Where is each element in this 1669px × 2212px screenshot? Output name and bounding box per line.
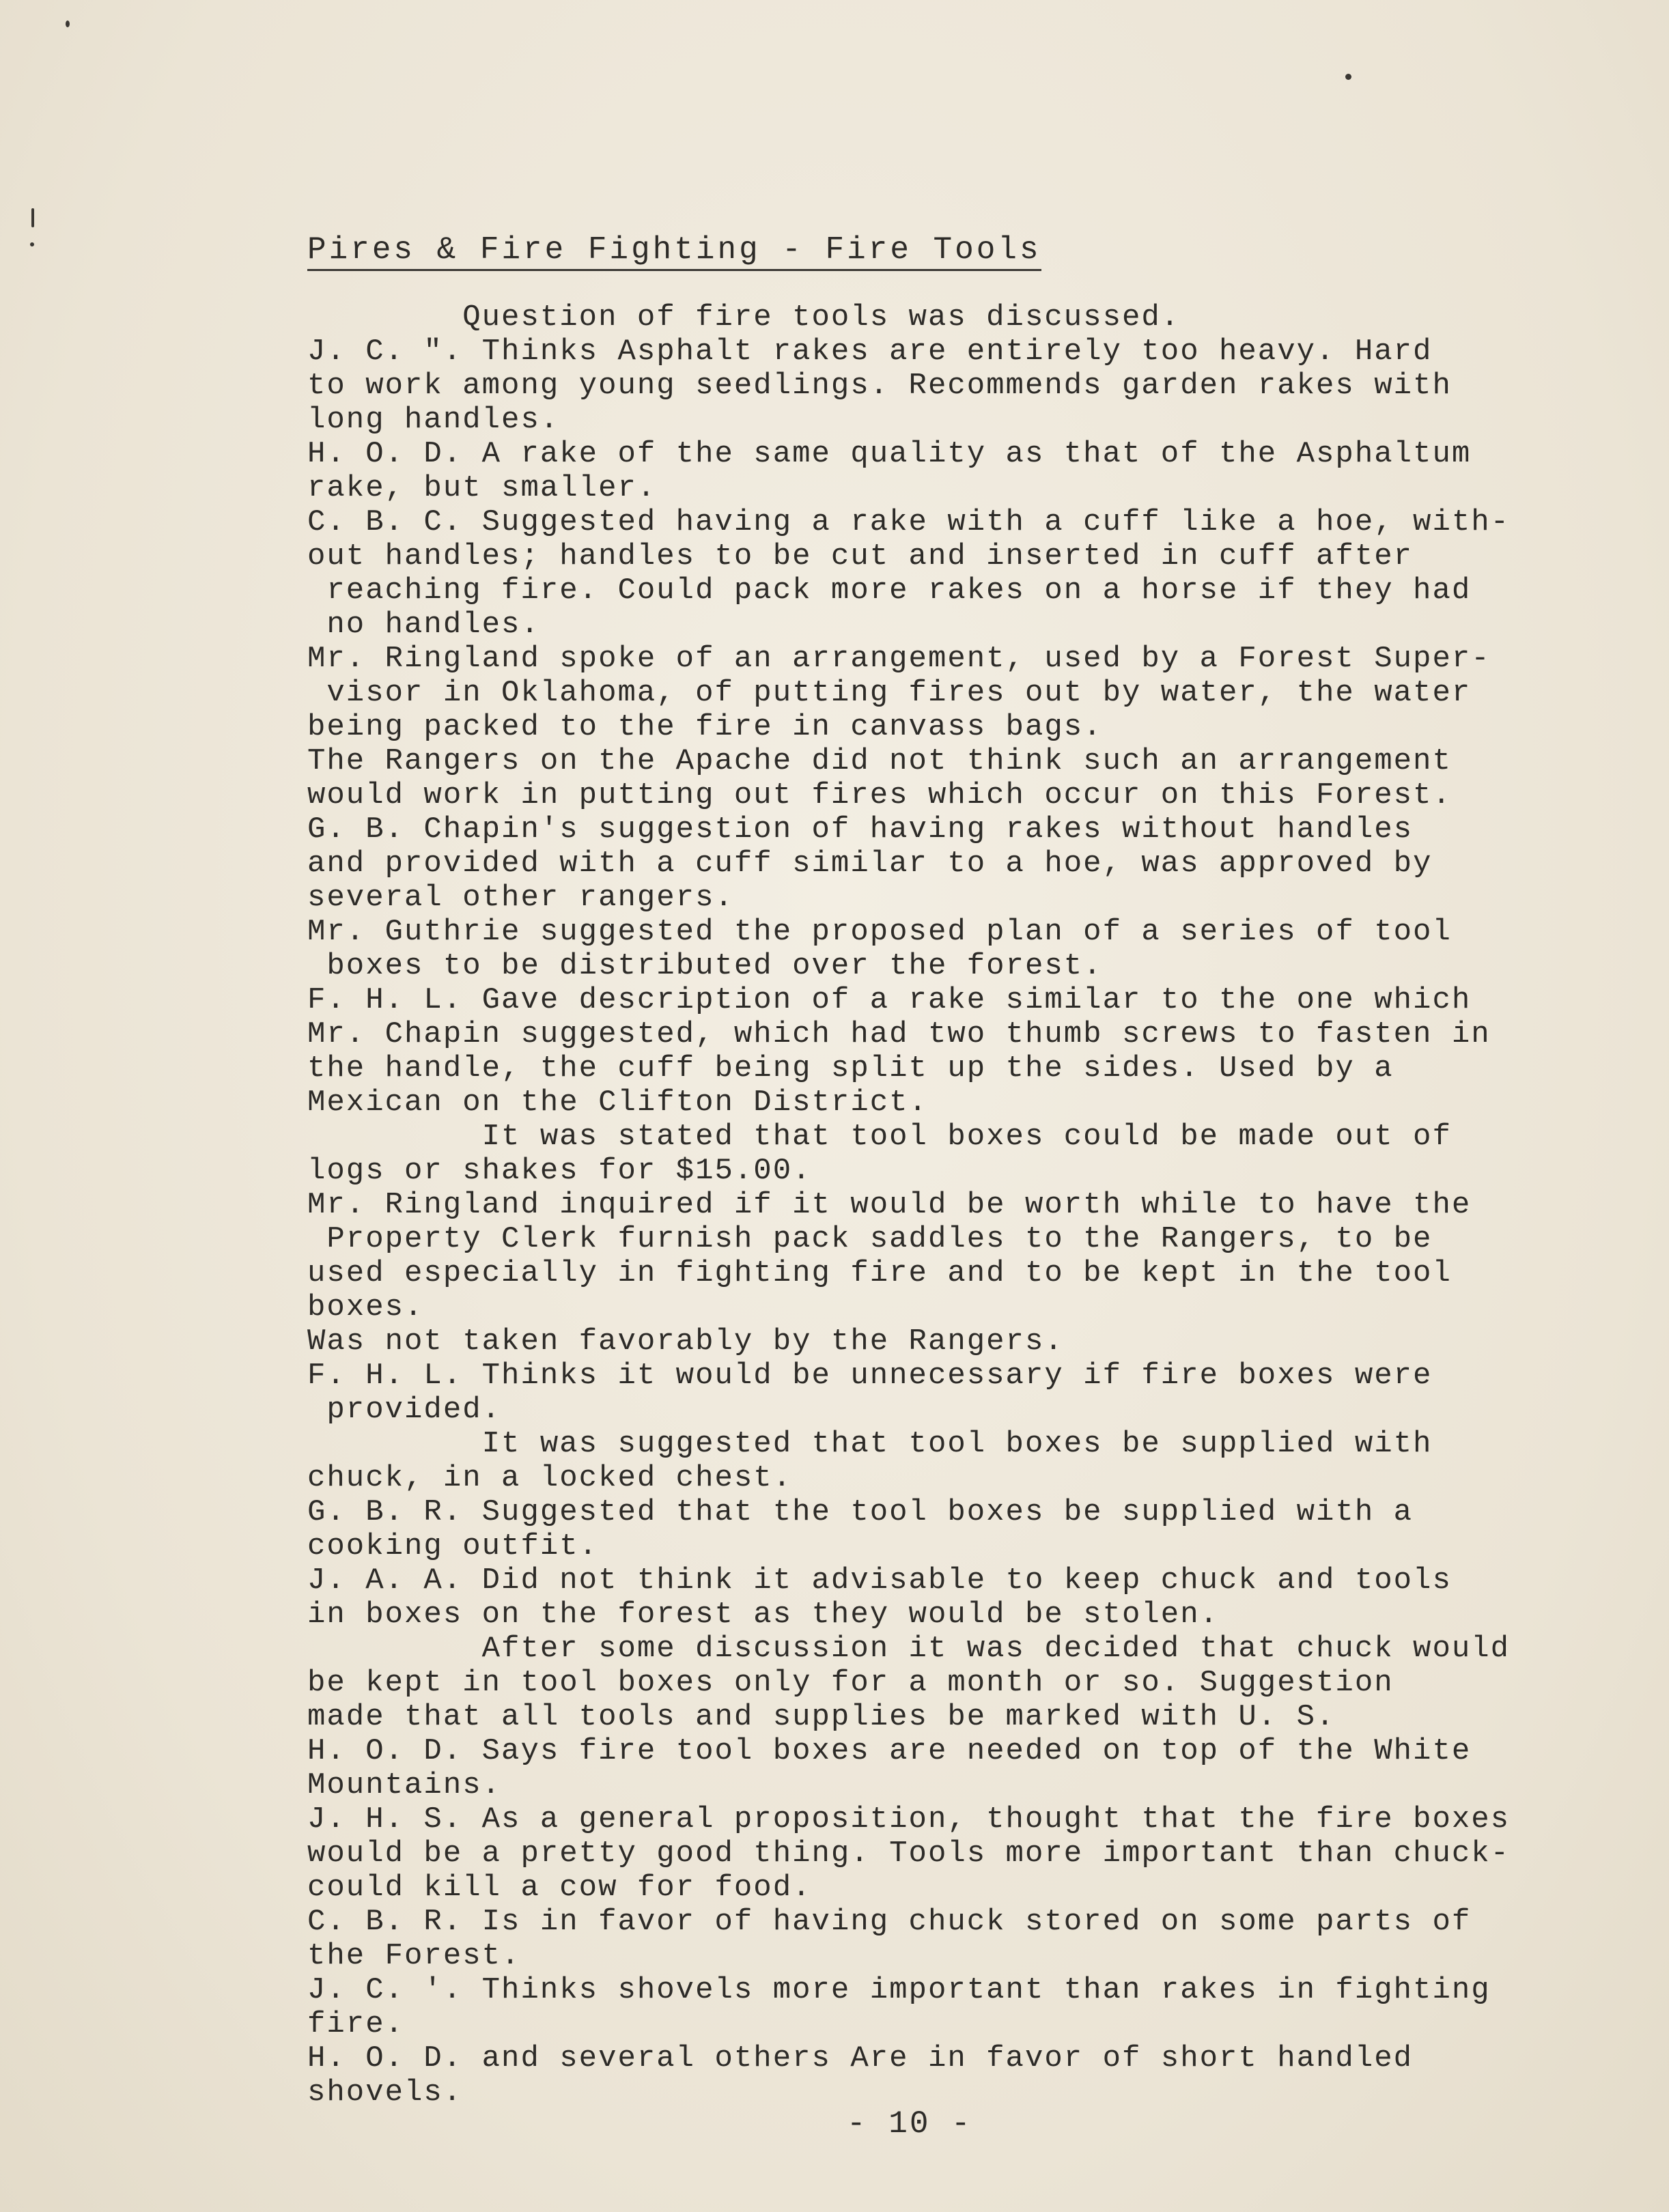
text-line: G. B. R. Suggested that the tool boxes be supplied with a	[307, 1495, 1414, 1529]
text-line: to work among young seedlings. Recommends garden rakes with	[307, 369, 1452, 403]
text-line: the handle, the cuff being split up the sides. Used by a	[307, 1051, 1394, 1086]
text-line: C. B. R. Is in favor of having chuck stored on some parts of	[307, 1905, 1472, 1939]
text-line: boxes to be distributed over the forest.	[307, 949, 1103, 983]
text-line: the Forest.	[307, 1939, 521, 1973]
text-line: Mr. Guthrie suggested the proposed plan of a series of tool	[307, 915, 1452, 949]
text-line: fire.	[307, 2007, 405, 2041]
text-line: Mr. Chapin suggested, which had two thumb screws to fasten in	[307, 1017, 1491, 1051]
text-line: used especially in fighting fire and to be kept in the tool	[307, 1256, 1452, 1290]
text-line: Property Clerk furnish pack saddles to the Rangers, to be	[307, 1222, 1433, 1256]
text-line: provided.	[307, 1393, 502, 1427]
text-line: made that all tools and supplies be marked with U. S.	[307, 1700, 1336, 1734]
section-title: Pires & Fire Fighting - Fire Tools	[307, 232, 1041, 271]
text-line: The Rangers on the Apache did not think such an arrangement	[307, 744, 1452, 778]
text-line: visor in Oklahoma, of putting fires out by water, the water	[307, 676, 1472, 710]
text-line: F. H. L. Thinks it would be unnecessary if fire boxes were	[307, 1359, 1433, 1393]
text-line: J. C. '. Thinks shovels more important than rakes in fighting	[307, 1973, 1491, 2007]
text-line: being packed to the fire in canvass bags.	[307, 710, 1103, 744]
text-line: out handles; handles to be cut and inserted in cuff after	[307, 539, 1414, 573]
margin-dot	[1345, 74, 1351, 80]
text-line: Mr. Ringland inquired if it would be worth while to have the	[307, 1188, 1472, 1222]
text-line: H. O. D. A rake of the same quality as that of the Asphaltum	[307, 437, 1472, 471]
text-line: F. H. L. Gave description of a rake similar to the one which	[307, 983, 1472, 1017]
text-line: H. O. D. and several others Are in favor of short handled	[307, 2041, 1414, 2075]
text-line: would work in putting out fires which occur on this Forest.	[307, 778, 1452, 812]
text-line: boxes.	[307, 1290, 424, 1324]
text-line: reaching fire. Could pack more rakes on a horse if they had	[307, 573, 1472, 608]
text-line: H. O. D. Says fire tool boxes are needed on top of the White	[307, 1734, 1472, 1768]
text-line: no handles.	[307, 608, 540, 642]
text-line: logs or shakes for $15.00.	[307, 1154, 812, 1188]
text-line: in boxes on the forest as they would be stolen.	[307, 1598, 1220, 1632]
text-line: Mr. Ringland spoke of an arrangement, used by a Forest Super-	[307, 642, 1491, 676]
text-line: would be a pretty good thing. Tools more important than chuck-	[307, 1837, 1511, 1871]
document-body	[307, 300, 1598, 2110]
text-line: and provided with a cuff similar to a hoe, was approved by	[307, 847, 1433, 881]
text-line: J. H. S. As a general proposition, thought that the fire boxes	[307, 1802, 1511, 1837]
text-line: chuck, in a locked chest.	[307, 1461, 793, 1495]
text-line: Mexican on the Clifton District.	[307, 1086, 928, 1120]
text-line: It was stated that tool boxes could be made out of	[307, 1120, 1452, 1154]
margin-dot	[66, 20, 70, 27]
text-line: Was not taken favorably by the Rangers.	[307, 1324, 1064, 1359]
margin-dot	[30, 242, 34, 246]
text-line: rake, but smaller.	[307, 471, 657, 505]
page-number: - 10 -	[847, 2106, 972, 2142]
text-line: After some discussion it was decided that chuck would	[307, 1632, 1511, 1666]
margin-tick	[31, 208, 34, 227]
text-line: be kept in tool boxes only for a month or so. Suggestion	[307, 1666, 1394, 1700]
text-line: Mountains.	[307, 1768, 502, 1802]
text-line: cooking outfit.	[307, 1529, 599, 1563]
text-line: G. B. Chapin's suggestion of having rakes without handles	[307, 812, 1414, 847]
text-line: several other rangers.	[307, 881, 734, 915]
text-line: shovels.	[307, 2075, 463, 2110]
text-line: J. C. ". Thinks Asphalt rakes are entirely too heavy. Hard	[307, 335, 1433, 369]
text-line: J. A. A. Did not think it advisable to keep chuck and tools	[307, 1563, 1452, 1598]
text-line: Question of fire tools was discussed.	[307, 300, 1181, 335]
text-line: long handles.	[307, 403, 560, 437]
text-line: It was suggested that tool boxes be supplied with	[307, 1427, 1433, 1461]
text-line: could kill a cow for food.	[307, 1871, 812, 1905]
text-line: C. B. C. Suggested having a rake with a cuff like a hoe, with-	[307, 505, 1511, 539]
